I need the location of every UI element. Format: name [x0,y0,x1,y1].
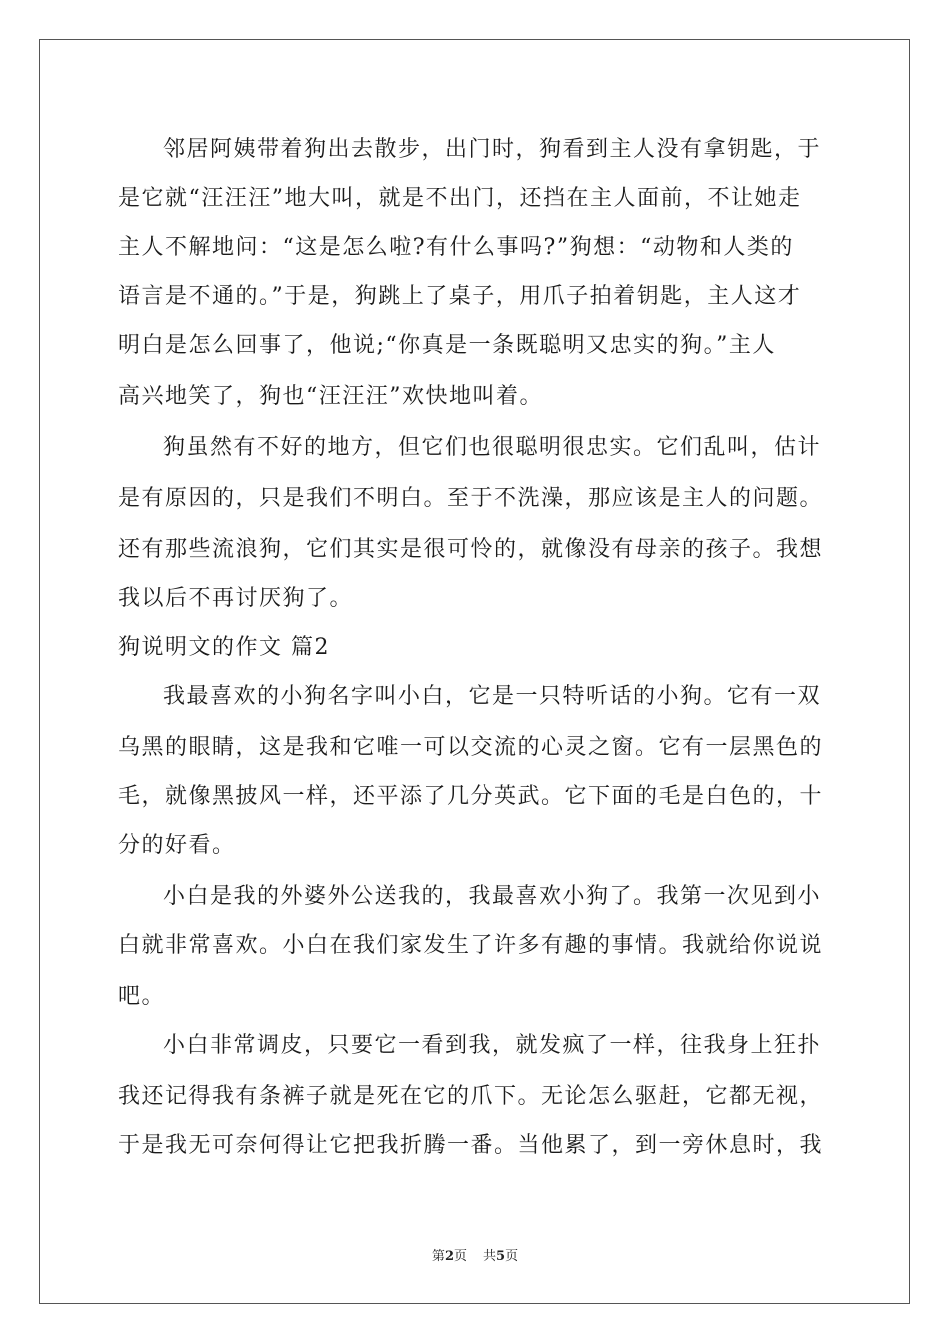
text-line: 是有原因的，只是我们不明白。至于不洗澡，那应该是主人的问题。 [118,486,824,511]
text-line: 明白是怎么回事了，他说;“你真是一条既聪明又忠实的狗。”主人 [118,333,776,358]
text-line: 狗虽然有不好的地方，但它们也很聪明很忠实。它们乱叫，估计 [163,435,822,460]
text-line: 还有那些流浪狗，它们其实是很可怜的，就像没有母亲的孩子。我想 [118,537,824,562]
page-border [39,39,910,1304]
text-line: 我最喜欢的小狗名字叫小白，它是一只特听话的小狗。它有一双 [163,684,822,709]
total-suffix: 页 [505,1249,519,1264]
text-line: 我还记得我有条裤子就是死在它的爪下。无论怎么驱赶，它都无视， [118,1084,824,1109]
text-line: 小白是我的外婆外公送我的，我最喜欢小狗了。我第一次见到小 [163,884,822,909]
page-footer [0,1248,950,1266]
text-line: 语言是不通的。”于是，狗跳上了桌子，用爪子拍着钥匙，主人这才 [118,284,802,309]
text-line: 吧。 [118,984,166,1009]
text-line: 邻居阿姨带着狗出去散步，出门时，狗看到主人没有拿钥匙，于 [163,137,822,162]
text-line: 分的好看。 [118,833,236,858]
text-line: 主人不解地问：“这是怎么啦?有什么事吗?”狗想：“动物和人类的 [118,235,794,260]
page-number: 2 [444,1249,454,1264]
section-heading: 狗说明文的作文 篇2 [118,635,330,660]
page-suffix: 页 [453,1249,467,1264]
text-line: 小白非常调皮，只要它一看到我，就发疯了一样，往我身上狂扑 [163,1033,822,1058]
total-prefix: 共 [483,1249,497,1264]
text-line: 我以后不再讨厌狗了。 [118,586,354,611]
text-line: 于是我无可奈何得让它把我折腾一番。当他累了，到一旁休息时，我 [118,1133,824,1158]
text-line: 白就非常喜欢。小白在我们家发生了许多有趣的事情。我就给你说说 [118,933,824,958]
text-line: 高兴地笑了，狗也“汪汪汪”欢快地叫着。 [118,384,543,409]
text-line: 乌黑的眼睛，这是我和它唯一可以交流的心灵之窗。它有一层黑色的 [118,735,824,760]
total-pages: 5 [496,1249,506,1264]
text-line: 是它就“汪汪汪”地大叫，就是不出门，还挡在主人面前，不让她走 [118,186,802,211]
page-prefix: 第 [431,1249,445,1264]
text-line: 毛，就像黑披风一样，还平添了几分英武。它下面的毛是白色的，十 [118,784,824,809]
